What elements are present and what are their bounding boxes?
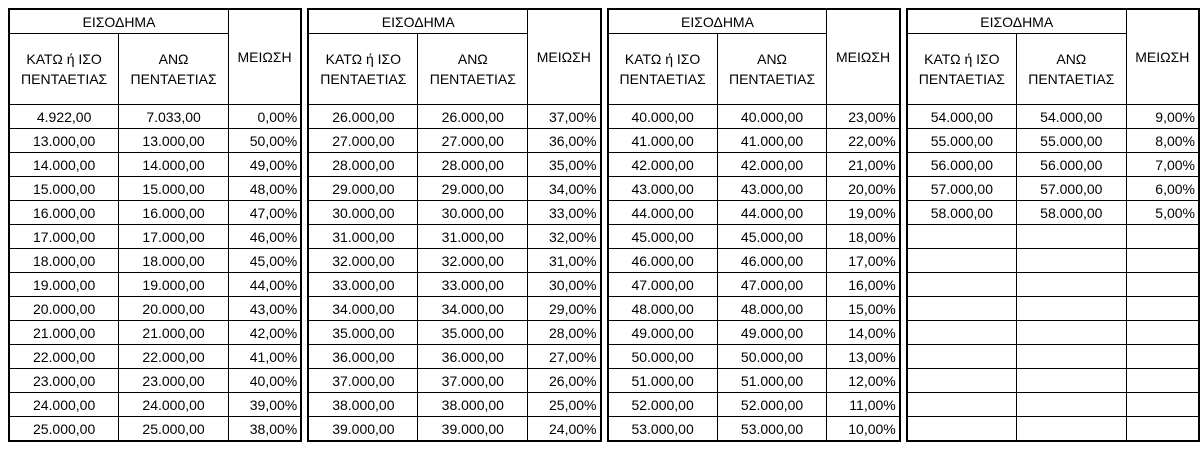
income-below-cell: 27.000,00: [308, 129, 418, 153]
income-below-cell: 33.000,00: [308, 273, 418, 297]
reduction-cell: 47,00%: [228, 201, 301, 225]
income-above-cell: 56.000,00: [1016, 153, 1126, 177]
income-above-cell: 16.000,00: [119, 201, 229, 225]
reduction-header: ΜΕΙΩΣΗ: [1126, 9, 1199, 105]
income-below-cell: 58.000,00: [907, 201, 1017, 225]
table-row: [608, 201, 900, 225]
income-above-cell: 55.000,00: [1016, 129, 1126, 153]
reduction-cell: [1126, 393, 1199, 417]
income-below-cell: [907, 393, 1017, 417]
reduction-cell: 43,00%: [228, 297, 301, 321]
income-above-cell: 52.000,00: [717, 393, 827, 417]
income-above-cell: 34.000,00: [418, 297, 528, 321]
income-below-cell: 40.000,00: [608, 105, 718, 129]
income-above-cell: 17.000,00: [119, 225, 229, 249]
income-above-cell: 57.000,00: [1016, 177, 1126, 201]
income-below-cell: 55.000,00: [907, 129, 1017, 153]
income-table-block: [307, 8, 601, 442]
income-above-cell: 25.000,00: [119, 417, 229, 442]
table-row: [907, 225, 1199, 249]
table-row: [308, 297, 600, 321]
table-row: [308, 201, 600, 225]
income-below-cell: 29.000,00: [308, 177, 418, 201]
income-below-cell: 49.000,00: [608, 321, 718, 345]
income-above-cell: 20.000,00: [119, 297, 229, 321]
table-row: [907, 201, 1199, 225]
income-below-cell: 4.922,00: [9, 105, 119, 129]
income-above-cell: 7.033,00: [119, 105, 229, 129]
table-row: [308, 153, 600, 177]
income-above-cell: [1016, 297, 1126, 321]
income-above-cell: 19.000,00: [119, 273, 229, 297]
income-reduction-tables: [8, 8, 1200, 442]
income-above-cell: 24.000,00: [119, 393, 229, 417]
reduction-cell: 22,00%: [827, 129, 900, 153]
reduction-cell: 39,00%: [228, 393, 301, 417]
table-row: [608, 273, 900, 297]
income-above-cell: [1016, 369, 1126, 393]
reduction-cell: 13,00%: [827, 345, 900, 369]
table-row: [9, 369, 301, 393]
income-above-cell: 49.000,00: [717, 321, 827, 345]
reduction-cell: 48,00%: [228, 177, 301, 201]
income-above-cell: [1016, 321, 1126, 345]
income-header: ΕΙΣΟΔΗΜΑ: [608, 9, 827, 34]
table-row: [9, 201, 301, 225]
income-above-cell: 27.000,00: [418, 129, 528, 153]
income-above-cell: 46.000,00: [717, 249, 827, 273]
header-line: ΠΕΝΤΑΕΤΙΑΣ: [320, 71, 407, 87]
table-row: [9, 297, 301, 321]
income-above-cell: 50.000,00: [717, 345, 827, 369]
income-above-cell: [1016, 393, 1126, 417]
table-row: [608, 417, 900, 442]
reduction-cell: 40,00%: [228, 369, 301, 393]
table-row: [907, 153, 1199, 177]
reduction-cell: 27,00%: [528, 345, 601, 369]
income-below-cell: [907, 417, 1017, 442]
table-row: [907, 417, 1199, 442]
reduction-header: ΜΕΙΩΣΗ: [827, 9, 900, 105]
table-row: [907, 177, 1199, 201]
reduction-cell: 34,00%: [528, 177, 601, 201]
reduction-cell: 42,00%: [228, 321, 301, 345]
reduction-cell: 6,00%: [1126, 177, 1199, 201]
income-below-cell: 14.000,00: [9, 153, 119, 177]
income-below-cell: 31.000,00: [308, 225, 418, 249]
table-row: [907, 369, 1199, 393]
table-row: [608, 345, 900, 369]
reduction-cell: 41,00%: [228, 345, 301, 369]
table-row: [9, 225, 301, 249]
table-row: [608, 297, 900, 321]
income-above-cell: 22.000,00: [119, 345, 229, 369]
reduction-cell: [1126, 369, 1199, 393]
reduction-cell: 35,00%: [528, 153, 601, 177]
table-row: [608, 321, 900, 345]
income-above-cell: 42.000,00: [717, 153, 827, 177]
income-below-cell: 32.000,00: [308, 249, 418, 273]
table-row: [608, 225, 900, 249]
reduction-cell: 33,00%: [528, 201, 601, 225]
table-row: [308, 129, 600, 153]
table-row: [308, 273, 600, 297]
reduction-cell: 5,00%: [1126, 201, 1199, 225]
table-row: [608, 153, 900, 177]
reduction-cell: [1126, 297, 1199, 321]
reduction-cell: 0,00%: [228, 105, 301, 129]
table-row: [907, 105, 1199, 129]
below-five-years-header: [907, 34, 1017, 105]
header-line: ΠΕΝΤΑΕΤΙΑΣ: [21, 71, 108, 87]
income-table-block: [906, 8, 1200, 442]
below-five-years-header: [9, 34, 119, 105]
reduction-cell: 24,00%: [528, 417, 601, 442]
income-above-cell: 53.000,00: [717, 417, 827, 442]
income-below-cell: 45.000,00: [608, 225, 718, 249]
income-above-cell: 40.000,00: [717, 105, 827, 129]
income-above-cell: 21.000,00: [119, 321, 229, 345]
table-row: [308, 177, 600, 201]
reduction-cell: [1126, 345, 1199, 369]
header-line: ΠΕΝΤΑΕΤΙΑΣ: [918, 71, 1005, 87]
income-below-cell: 50.000,00: [608, 345, 718, 369]
income-above-cell: 47.000,00: [717, 273, 827, 297]
income-above-cell: 23.000,00: [119, 369, 229, 393]
reduction-cell: 12,00%: [827, 369, 900, 393]
income-above-cell: [1016, 345, 1126, 369]
income-below-cell: 48.000,00: [608, 297, 718, 321]
header-line: ΠΕΝΤΑΕΤΙΑΣ: [728, 71, 816, 87]
above-five-years-header: [1016, 34, 1126, 105]
header-line: ΠΕΝΤΑΕΤΙΑΣ: [1028, 71, 1115, 87]
table-row: [907, 273, 1199, 297]
income-above-cell: 36.000,00: [418, 345, 528, 369]
header-line: ΠΕΝΤΑΕΤΙΑΣ: [130, 71, 217, 87]
header-line: ΑΝΩ: [1056, 51, 1087, 67]
table-row: [308, 321, 600, 345]
income-below-cell: 57.000,00: [907, 177, 1017, 201]
header-line: ΑΝΩ: [457, 51, 488, 67]
income-below-cell: 15.000,00: [9, 177, 119, 201]
reduction-cell: 14,00%: [827, 321, 900, 345]
table-row: [9, 177, 301, 201]
reduction-cell: 18,00%: [827, 225, 900, 249]
income-above-cell: 41.000,00: [717, 129, 827, 153]
reduction-cell: [1126, 249, 1199, 273]
income-below-cell: 18.000,00: [9, 249, 119, 273]
income-table-block: [8, 8, 302, 442]
reduction-header: ΜΕΙΩΣΗ: [528, 9, 601, 105]
table-row: [608, 129, 900, 153]
table-row: [308, 105, 600, 129]
income-above-cell: 39.000,00: [418, 417, 528, 442]
reduction-cell: 50,00%: [228, 129, 301, 153]
income-below-cell: 37.000,00: [308, 369, 418, 393]
income-above-cell: [1016, 273, 1126, 297]
header-line: ΚΑΤΩ ή ΙΣΟ: [26, 51, 102, 67]
reduction-cell: 26,00%: [528, 369, 601, 393]
income-below-cell: 19.000,00: [9, 273, 119, 297]
income-above-cell: 26.000,00: [418, 105, 528, 129]
below-five-years-header: [308, 34, 418, 105]
income-below-cell: 46.000,00: [608, 249, 718, 273]
income-below-cell: [907, 225, 1017, 249]
income-below-cell: 20.000,00: [9, 297, 119, 321]
income-above-cell: 28.000,00: [418, 153, 528, 177]
income-below-cell: 43.000,00: [608, 177, 718, 201]
income-above-cell: 48.000,00: [717, 297, 827, 321]
income-above-cell: 51.000,00: [717, 369, 827, 393]
reduction-cell: 7,00%: [1126, 153, 1199, 177]
income-below-cell: 30.000,00: [308, 201, 418, 225]
header-line: ΑΝΩ: [158, 51, 189, 67]
reduction-cell: 15,00%: [827, 297, 900, 321]
income-above-cell: 33.000,00: [418, 273, 528, 297]
header-line: ΚΑΤΩ ή ΙΣΟ: [325, 51, 402, 67]
income-below-cell: [907, 321, 1017, 345]
reduction-cell: 38,00%: [228, 417, 301, 442]
income-above-cell: 29.000,00: [418, 177, 528, 201]
reduction-cell: 8,00%: [1126, 129, 1199, 153]
income-below-cell: [907, 273, 1017, 297]
above-five-years-header: [418, 34, 528, 105]
reduction-cell: 29,00%: [528, 297, 601, 321]
reduction-cell: [1126, 321, 1199, 345]
reduction-cell: 46,00%: [228, 225, 301, 249]
reduction-cell: 17,00%: [827, 249, 900, 273]
income-above-cell: 37.000,00: [418, 369, 528, 393]
income-above-cell: 15.000,00: [119, 177, 229, 201]
reduction-cell: 44,00%: [228, 273, 301, 297]
income-above-cell: 45.000,00: [717, 225, 827, 249]
income-below-cell: 44.000,00: [608, 201, 718, 225]
income-below-cell: 16.000,00: [9, 201, 119, 225]
income-above-cell: [1016, 249, 1126, 273]
reduction-cell: 9,00%: [1126, 105, 1199, 129]
table-row: [608, 249, 900, 273]
header-line: ΠΕΝΤΑΕΤΙΑΣ: [619, 71, 706, 87]
income-below-cell: 24.000,00: [9, 393, 119, 417]
table-row: [308, 369, 600, 393]
income-below-cell: 53.000,00: [608, 417, 718, 442]
table-row: [608, 393, 900, 417]
reduction-cell: 36,00%: [528, 129, 601, 153]
table-row: [907, 249, 1199, 273]
income-above-cell: 35.000,00: [418, 321, 528, 345]
table-row: [9, 417, 301, 442]
reduction-cell: 32,00%: [528, 225, 601, 249]
income-below-cell: 36.000,00: [308, 345, 418, 369]
income-below-cell: 28.000,00: [308, 153, 418, 177]
table-row: [9, 273, 301, 297]
income-above-cell: 44.000,00: [717, 201, 827, 225]
table-row: [9, 129, 301, 153]
income-below-cell: 13.000,00: [9, 129, 119, 153]
reduction-cell: [1126, 417, 1199, 442]
table-row: [308, 345, 600, 369]
header-line: ΠΕΝΤΑΕΤΙΑΣ: [429, 71, 516, 87]
income-below-cell: 56.000,00: [907, 153, 1017, 177]
income-above-cell: 14.000,00: [119, 153, 229, 177]
table-row: [608, 369, 900, 393]
income-table-block: [607, 8, 901, 442]
income-below-cell: 34.000,00: [308, 297, 418, 321]
table-row: [608, 177, 900, 201]
header-line: ΚΑΤΩ ή ΙΣΟ: [924, 51, 1000, 67]
income-header: ΕΙΣΟΔΗΜΑ: [9, 9, 228, 34]
table-row: [308, 249, 600, 273]
reduction-cell: 25,00%: [528, 393, 601, 417]
reduction-cell: 49,00%: [228, 153, 301, 177]
table-row: [9, 249, 301, 273]
reduction-cell: 30,00%: [528, 273, 601, 297]
income-above-cell: [1016, 225, 1126, 249]
table-row: [9, 105, 301, 129]
income-below-cell: 38.000,00: [308, 393, 418, 417]
above-five-years-header: [119, 34, 229, 105]
income-above-cell: 58.000,00: [1016, 201, 1126, 225]
table-row: [907, 129, 1199, 153]
reduction-header: ΜΕΙΩΣΗ: [228, 9, 301, 105]
table-row: [907, 345, 1199, 369]
income-above-cell: 38.000,00: [418, 393, 528, 417]
income-below-cell: 25.000,00: [9, 417, 119, 442]
income-below-cell: 17.000,00: [9, 225, 119, 249]
reduction-cell: 23,00%: [827, 105, 900, 129]
income-below-cell: 42.000,00: [608, 153, 718, 177]
income-below-cell: [907, 345, 1017, 369]
income-below-cell: 22.000,00: [9, 345, 119, 369]
reduction-cell: 19,00%: [827, 201, 900, 225]
table-row: [9, 345, 301, 369]
reduction-cell: 45,00%: [228, 249, 301, 273]
income-above-cell: 54.000,00: [1016, 105, 1126, 129]
income-above-cell: [1016, 417, 1126, 442]
reduction-cell: 28,00%: [528, 321, 601, 345]
income-below-cell: 35.000,00: [308, 321, 418, 345]
income-below-cell: 26.000,00: [308, 105, 418, 129]
table-row: [9, 393, 301, 417]
income-below-cell: 52.000,00: [608, 393, 718, 417]
income-above-cell: 13.000,00: [119, 129, 229, 153]
table-row: [308, 417, 600, 442]
reduction-cell: [1126, 225, 1199, 249]
table-row: [9, 321, 301, 345]
income-above-cell: 31.000,00: [418, 225, 528, 249]
table-row: [308, 393, 600, 417]
income-above-cell: 30.000,00: [418, 201, 528, 225]
above-five-years-header: [717, 34, 827, 105]
reduction-cell: 11,00%: [827, 393, 900, 417]
income-below-cell: [907, 249, 1017, 273]
below-five-years-header: [608, 34, 718, 105]
income-above-cell: 32.000,00: [418, 249, 528, 273]
income-below-cell: 41.000,00: [608, 129, 718, 153]
income-below-cell: 21.000,00: [9, 321, 119, 345]
income-header: ΕΙΣΟΔΗΜΑ: [308, 9, 527, 34]
table-row: [608, 105, 900, 129]
header-line: ΚΑΤΩ ή ΙΣΟ: [624, 51, 701, 67]
header-line: ΑΝΩ: [757, 51, 788, 67]
reduction-cell: 20,00%: [827, 177, 900, 201]
income-below-cell: 47.000,00: [608, 273, 718, 297]
income-below-cell: 51.000,00: [608, 369, 718, 393]
table-row: [9, 153, 301, 177]
table-row: [907, 297, 1199, 321]
reduction-cell: 37,00%: [528, 105, 601, 129]
income-header: ΕΙΣΟΔΗΜΑ: [907, 9, 1126, 34]
income-above-cell: 43.000,00: [717, 177, 827, 201]
reduction-cell: 16,00%: [827, 273, 900, 297]
income-above-cell: 18.000,00: [119, 249, 229, 273]
income-below-cell: [907, 369, 1017, 393]
table-row: [907, 393, 1199, 417]
income-below-cell: 23.000,00: [9, 369, 119, 393]
reduction-cell: 21,00%: [827, 153, 900, 177]
reduction-cell: 31,00%: [528, 249, 601, 273]
income-below-cell: [907, 297, 1017, 321]
reduction-cell: [1126, 273, 1199, 297]
table-row: [907, 321, 1199, 345]
income-below-cell: 54.000,00: [907, 105, 1017, 129]
table-row: [308, 225, 600, 249]
reduction-cell: 10,00%: [827, 417, 900, 442]
income-below-cell: 39.000,00: [308, 417, 418, 442]
